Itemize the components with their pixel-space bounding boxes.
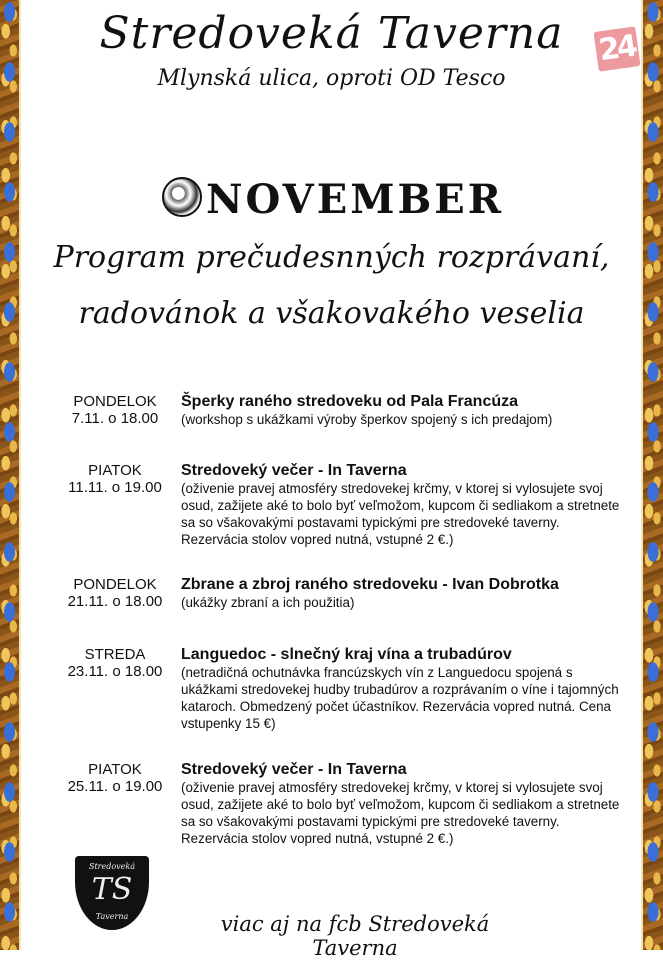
event-body: [181, 576, 621, 611]
facebook-footer-text: viac aj na fcb Stredoveká Taverna: [220, 912, 490, 960]
program-subtitle-line1: Program prečudesnných rozprávaní,: [53, 240, 610, 275]
logo-bottom-text: Taverna: [95, 912, 129, 921]
event-body: [181, 393, 621, 428]
event-when: [64, 462, 166, 496]
event-day: PONDELOK: [73, 393, 157, 410]
event-when: [64, 646, 166, 680]
border-edge-right: [641, 0, 643, 950]
ornamental-border-left: [0, 0, 19, 950]
event-datetime: 25.11. o 19.00: [67, 778, 163, 795]
event-body: [181, 761, 621, 847]
event-body: [181, 462, 621, 548]
event-datetime: 23.11. o 18.00: [67, 663, 163, 680]
program-subtitle-line2: radovánok a všakovakého veselia: [78, 296, 585, 331]
event-description: (workshop s ukážkami výroby šperkov spojený s ich predajom): [181, 412, 553, 427]
event-description: (oživenie pravej atmosféry stredovekej krčmy, v ktorej si vylosujete svoj osud, zažijete aké to bolo byť veľmožom, kupcom či sedliakom a stretnete sa so všakovakými postavami typickými pre stredoveké taverny. Rezervácia stolov vopred nutná, vstupné 2 €.): [181, 481, 620, 547]
event-datetime: 21.11. o 18.00: [67, 593, 163, 610]
badge-24-logo: 24: [593, 26, 640, 71]
page-title: Stredoveká Taverna: [99, 8, 564, 59]
taverna-shield-logo: [75, 856, 149, 930]
event-description: (ukážky zbraní a ich použitia): [181, 595, 355, 610]
event-body: [181, 646, 621, 732]
event-title: Stredoveký večer - In Taverna: [181, 462, 407, 479]
event-description: (oživenie pravej atmosféry stredovekej krčmy, v ktorej si vylosujete svoj osud, zažijete aké to bolo byť veľmožom, kupcom či sedliakom a stretnete sa so všakovakými postavami typickými pre stredoveké taverny. Rezervácia stolov vopred nutná, vstupné 2 €.): [181, 780, 620, 846]
event-day: PIATOK: [88, 462, 142, 479]
event-when: [64, 393, 166, 427]
event-day: PONDELOK: [73, 576, 157, 593]
logo-top-text: Stredoveká: [88, 862, 136, 871]
venue-address: Mlynská ulica, oproti OD Tesco: [157, 66, 506, 91]
event-title: Šperky raného stredoveku od Pala Francúza: [181, 393, 519, 410]
logo-monogram: TS: [91, 872, 133, 907]
ornamental-border-right: [643, 0, 663, 950]
event-title: Languedoc - slnečný kraj vína a trubadúrov: [181, 646, 512, 663]
event-title: Zbrane a zbroj raného stredoveku - Ivan Dobrotka: [181, 576, 559, 593]
event-when: [64, 761, 166, 795]
event-datetime: 7.11. o 18.00: [71, 410, 159, 427]
event-day: STREDA: [84, 646, 146, 663]
event-datetime: 11.11. o 19.00: [68, 479, 162, 496]
event-description: (netradičná ochutnávka francúzskych vín z Languedocu spojená s ukážkami stredovekej hudby trubadúrov a rozprávaním o víne i tajomných kataroch. Obmedzený počet účastníkov. Rezervácia vopred nutná. Cena vstupenky 15 €): [181, 665, 619, 731]
border-edge-left: [19, 0, 21, 950]
month-initial-letter: N: [205, 176, 246, 223]
month-heading: [148, 176, 518, 223]
event-day: PIATOK: [88, 761, 142, 778]
event-title: Stredoveký večer - In Taverna: [181, 761, 407, 778]
month-rest: OVEMBER: [245, 176, 505, 223]
celtic-initial-icon: [162, 177, 202, 217]
event-when: [64, 576, 166, 610]
